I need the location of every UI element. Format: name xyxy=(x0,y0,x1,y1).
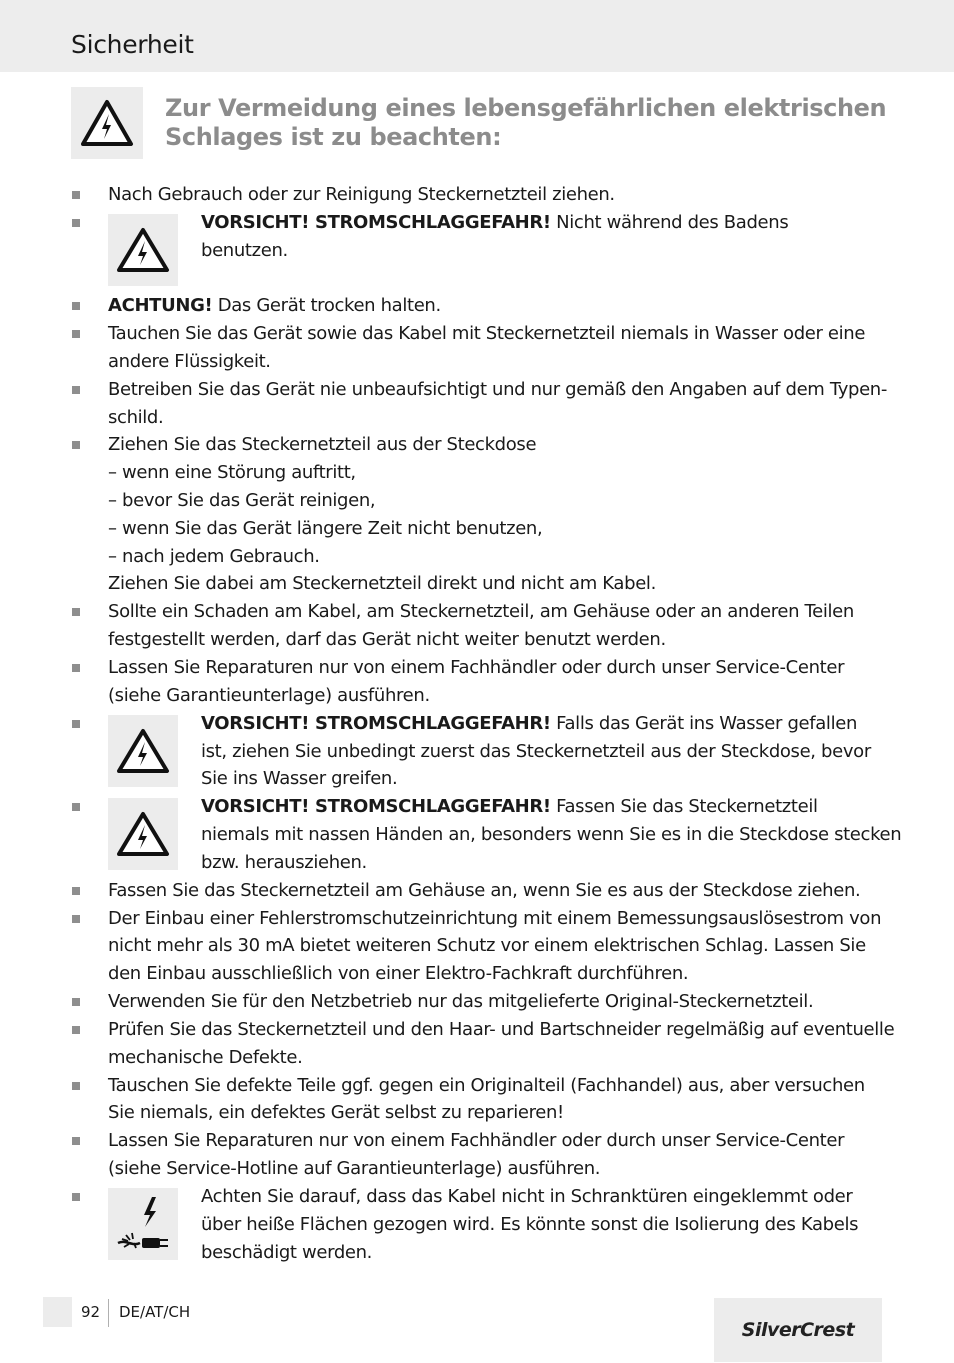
section-heading: Zur Vermeidung eines lebensgefährlichen elektrischen Schlages ist zu beachten: xyxy=(165,94,887,151)
text-line: beschädigt werden. xyxy=(201,1242,373,1263)
brand-logo xyxy=(714,1298,882,1362)
text-line xyxy=(201,209,788,237)
text-line xyxy=(201,710,857,738)
text-line: – wenn Sie das Gerät längere Zeit nicht benutzen, xyxy=(108,518,543,539)
text-line: Lassen Sie Reparaturen nur von einem Fachhändler oder durch unser Service-Center xyxy=(108,1130,845,1151)
text-line: Lassen Sie Reparaturen nur von einem Fachhändler oder durch unser Service-Center xyxy=(108,657,845,678)
text-line: nicht mehr als 30 mA bietet weiteren Schutz vor einem elektrischen Schlag. Lassen Sie xyxy=(108,935,866,956)
warning-label: VORSICHT! STROMSCHLAGGEFAHR! xyxy=(201,796,551,817)
text-line: – wenn eine Störung auftritt, xyxy=(108,462,356,483)
warning-label: VORSICHT! STROMSCHLAGGEFAHR! xyxy=(201,212,551,233)
text-line: Sie niemals, ein defektes Gerät selbst zu reparieren! xyxy=(108,1102,564,1123)
region-label: DE/AT/CH xyxy=(119,1303,191,1321)
bullet xyxy=(72,1082,80,1090)
electric-hazard-icon xyxy=(108,715,178,787)
text-line: schild. xyxy=(108,407,164,428)
bullet xyxy=(72,1193,80,1201)
text-line: Tauchen Sie das Gerät sowie das Kabel mit Steckernetzteil niemals in Wasser oder eine xyxy=(108,323,866,344)
text-line: mechanische Defekte. xyxy=(108,1047,303,1068)
text-line: Tauschen Sie defekte Teile ggf. gegen ein Originalteil (Fachhandel) aus, aber versuchen xyxy=(108,1075,865,1096)
cable-hazard-icon xyxy=(108,1188,178,1260)
text-line: andere Flüssigkeit. xyxy=(108,351,271,372)
text-line xyxy=(108,292,441,320)
text-line: Sie ins Wasser greifen. xyxy=(201,768,398,789)
text-line: Achten Sie darauf, dass das Kabel nicht in Schranktüren eingeklemmt oder xyxy=(201,1186,853,1207)
text-line: den Einbau ausschließlich von einer Elektro-Fachkraft durchführen. xyxy=(108,963,689,984)
attention-label: ACHTUNG! xyxy=(108,295,213,316)
electric-hazard-icon xyxy=(71,87,143,159)
text-line: Ziehen Sie das Steckernetzteil aus der Steckdose xyxy=(108,434,537,455)
bullet xyxy=(72,608,80,616)
text-line: Der Einbau einer Fehlerstromschutzeinrichtung mit einem Bemessungsauslösestrom von xyxy=(108,908,882,929)
footer-divider xyxy=(108,1299,109,1327)
bullet xyxy=(72,664,80,672)
page-title: Sicherheit xyxy=(71,30,194,59)
text-line: festgestellt werden, darf das Gerät nicht weiter benutzt werden. xyxy=(108,629,666,650)
bullet xyxy=(72,386,80,394)
footer-marker xyxy=(43,1297,72,1327)
bullet xyxy=(72,915,80,923)
electric-hazard-icon xyxy=(108,214,178,286)
text-line xyxy=(201,793,818,821)
text-line: – nach jedem Gebrauch. xyxy=(108,546,320,567)
text-line: Prüfen Sie das Steckernetzteil und den Haar- und Bartschneider regelmäßig auf eventuelle xyxy=(108,1019,895,1040)
bullet xyxy=(72,803,80,811)
text-line: Fassen Sie das Steckernetzteil am Gehäuse an, wenn Sie es aus der Steckdose ziehen. xyxy=(108,880,861,901)
page-number: 92 xyxy=(81,1303,101,1321)
bullet xyxy=(72,330,80,338)
text-line: benutzen. xyxy=(201,240,288,261)
text-line: ist, ziehen Sie unbedingt zuerst das Steckernetzteil aus der Steckdose, bevor xyxy=(201,741,871,762)
electric-hazard-icon xyxy=(108,798,178,870)
bullet xyxy=(72,1137,80,1145)
bullet xyxy=(72,887,80,895)
text-line-rest: Falls das Gerät ins Wasser gefallen xyxy=(550,713,857,734)
bullet xyxy=(72,720,80,728)
brand-logo-text: SilverCrest xyxy=(741,1319,855,1341)
text-line: niemals mit nassen Händen an, besonders wenn Sie es in die Steckdose stecken xyxy=(201,824,902,845)
text-line: Betreiben Sie das Gerät nie unbeaufsichtigt und nur gemäß den Angaben auf dem Typen- xyxy=(108,379,888,400)
warning-label: VORSICHT! STROMSCHLAGGEFAHR! xyxy=(201,713,551,734)
bullet xyxy=(72,998,80,1006)
text-line: Ziehen Sie dabei am Steckernetzteil direkt und nicht am Kabel. xyxy=(108,573,656,594)
text-line: Sollte ein Schaden am Kabel, am Steckernetzteil, am Gehäuse oder an anderen Teilen xyxy=(108,601,854,622)
text-line-rest: Fassen Sie das Steckernetzteil xyxy=(550,796,818,817)
text-line: bzw. herausziehen. xyxy=(201,852,367,873)
bullet xyxy=(72,219,80,227)
bullet xyxy=(72,302,80,310)
text-line: – bevor Sie das Gerät reinigen, xyxy=(108,490,376,511)
text-line: Nach Gebrauch oder zur Reinigung Steckernetzteil ziehen. xyxy=(108,184,615,205)
text-line: über heiße Flächen gezogen wird. Es könnte sonst die Isolierung des Kabels xyxy=(201,1214,859,1235)
bullet xyxy=(72,1026,80,1034)
bullet xyxy=(72,441,80,449)
text-line-rest: Nicht während des Badens xyxy=(550,212,789,233)
text-line: Verwenden Sie für den Netzbetrieb nur das mitgelieferte Original-Steckernetzteil. xyxy=(108,991,814,1012)
text-line-rest: Das Gerät trocken halten. xyxy=(212,295,441,316)
bullet xyxy=(72,191,80,199)
text-line: (siehe Garantieunterlage) ausführen. xyxy=(108,685,430,706)
text-line: (siehe Service-Hotline auf Garantieunterlage) ausführen. xyxy=(108,1158,601,1179)
